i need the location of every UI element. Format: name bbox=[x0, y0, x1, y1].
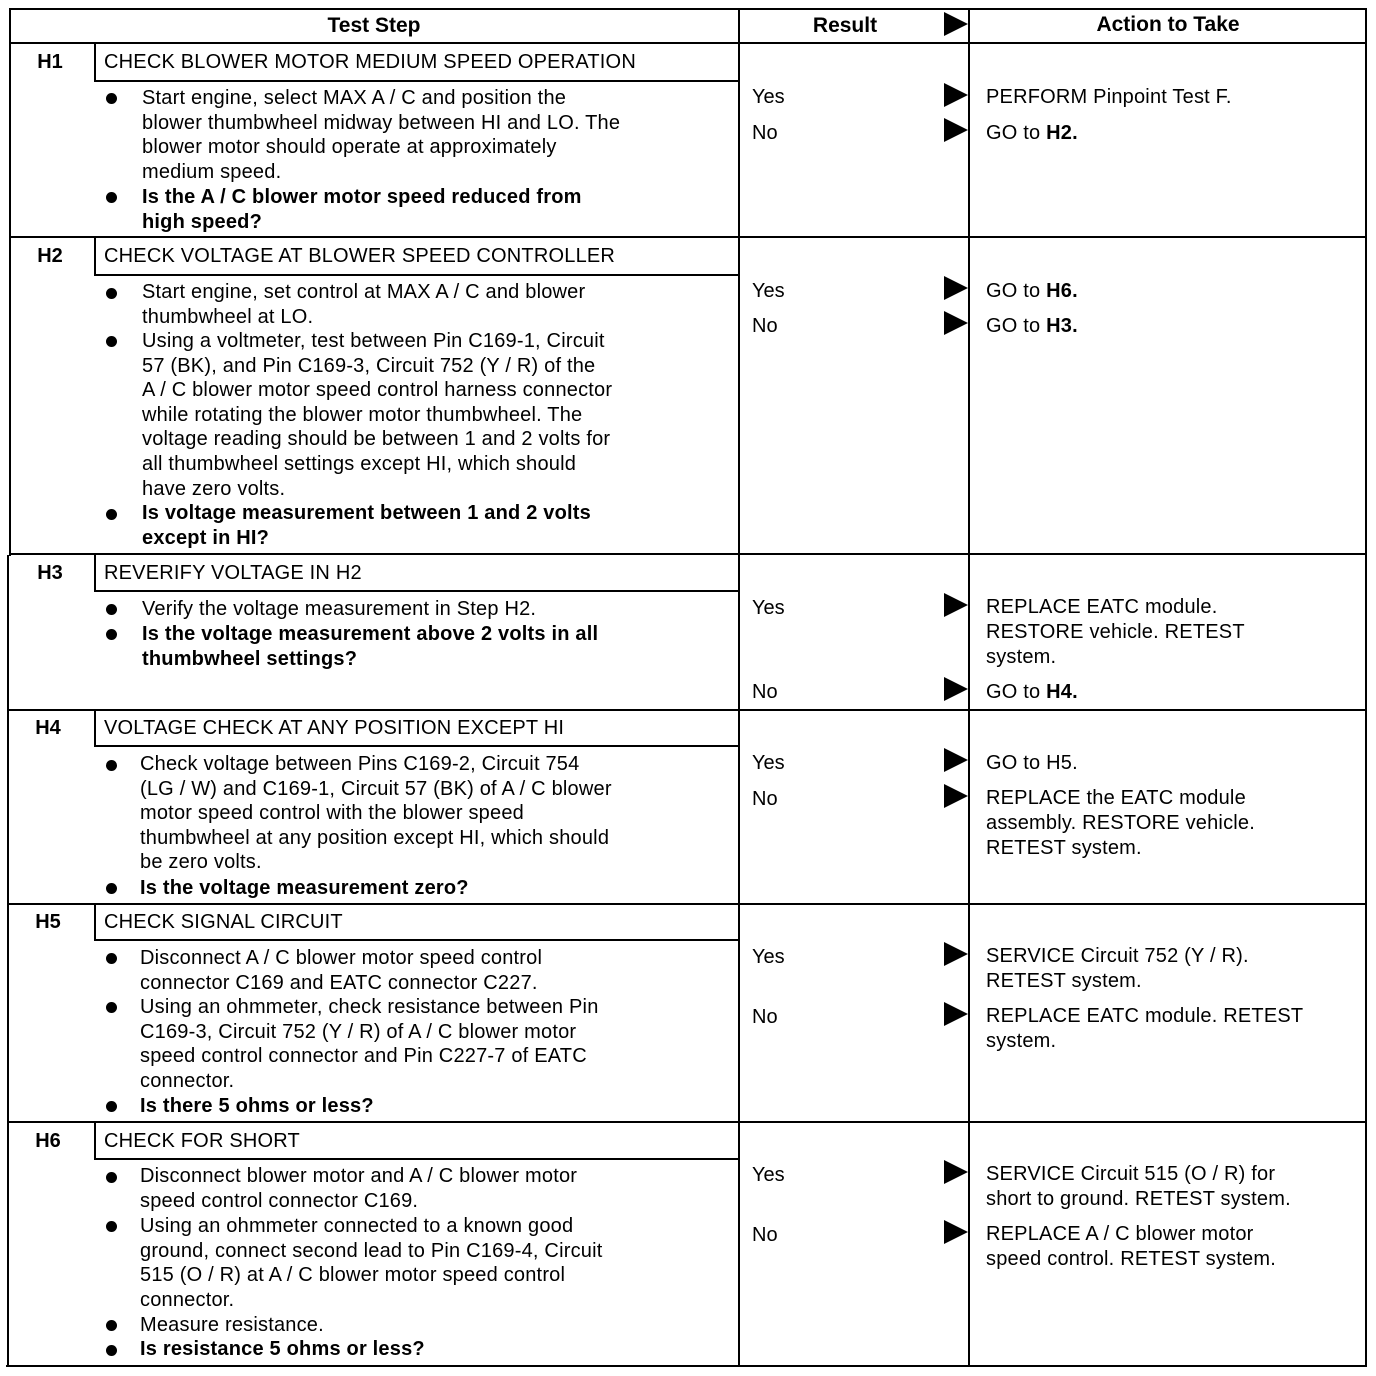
arrow-icon bbox=[944, 748, 968, 772]
action-yes-h4: GO to H5. bbox=[986, 752, 1078, 774]
code-divider bbox=[94, 1121, 96, 1160]
column-divider-result bbox=[738, 8, 740, 1367]
action-yes-h5: SERVICE Circuit 752 (Y / R). RETEST system. bbox=[986, 945, 1249, 992]
result-no-h3: No bbox=[752, 681, 778, 703]
result-no-h1: No bbox=[752, 122, 778, 144]
title-underline bbox=[95, 939, 740, 941]
table-border-bottom bbox=[6, 1365, 1367, 1367]
result-yes-h2: Yes bbox=[752, 280, 785, 302]
step-title-h5: CHECK SIGNAL CIRCUIT bbox=[104, 911, 343, 933]
step-divider bbox=[7, 709, 1367, 711]
step-h6-bullet-3: Measure resistance. bbox=[140, 1314, 324, 1336]
bullet-icon bbox=[104, 187, 120, 203]
result-yes-h5: Yes bbox=[752, 946, 785, 968]
step-h3-bullet-1: Verify the voltage measurement in Step H2. bbox=[142, 598, 537, 620]
table-border-left bbox=[7, 555, 9, 1367]
table-border-right bbox=[1365, 8, 1367, 1367]
step-divider bbox=[7, 903, 1367, 905]
bullet-icon bbox=[104, 504, 120, 520]
arrow-icon bbox=[944, 1002, 968, 1026]
arrow-icon bbox=[944, 593, 968, 617]
code-divider bbox=[94, 236, 96, 276]
title-underline bbox=[95, 80, 740, 82]
step-title-h3: REVERIFY VOLTAGE IN H2 bbox=[104, 562, 362, 584]
table-border-top bbox=[9, 8, 1367, 10]
arrow-icon bbox=[944, 276, 968, 300]
action-no-h2: GO to H3. bbox=[986, 315, 1078, 337]
step-h6-bullet-2: Using an ohmmeter connected to a known good ground, connect second lead to Pin C169-4, Circuit 515 (O / R) at A / C blower motor speed control connector. bbox=[140, 1215, 603, 1311]
result-yes-h6: Yes bbox=[752, 1164, 785, 1186]
step-divider bbox=[7, 1121, 1367, 1123]
header-test-step: Test Step bbox=[327, 14, 421, 37]
step-h2-bullet-1: Start engine, set control at MAX A / C and blower thumbwheel at LO. bbox=[142, 281, 586, 328]
action-yes-h6: SERVICE Circuit 515 (O / R) for short to ground. RETEST system. bbox=[986, 1163, 1291, 1210]
action-yes-h1: PERFORM Pinpoint Test F. bbox=[986, 86, 1232, 108]
action-no-h1: GO to H2. bbox=[986, 122, 1078, 144]
bullet-icon bbox=[104, 1096, 120, 1112]
result-no-h6: No bbox=[752, 1224, 778, 1246]
step-code-h5: H5 bbox=[35, 911, 61, 933]
arrow-icon bbox=[944, 1160, 968, 1184]
step-h1-question: Is the A / C blower motor speed reduced from high speed? bbox=[142, 186, 582, 233]
action-no-h5: REPLACE EATC module. RETEST system. bbox=[986, 1005, 1304, 1052]
step-title-h1: CHECK BLOWER MOTOR MEDIUM SPEED OPERATION bbox=[104, 51, 636, 73]
step-h1-bullet-1: Start engine, select MAX A / C and position the blower thumbwheel midway between HI and LO. The blower motor should operate at approximately medium speed. bbox=[142, 87, 621, 183]
title-underline bbox=[95, 1158, 740, 1160]
arrow-icon bbox=[944, 311, 968, 335]
title-underline bbox=[95, 274, 740, 276]
code-divider bbox=[94, 553, 96, 592]
arrow-icon bbox=[944, 784, 968, 808]
bullet-icon bbox=[104, 1340, 120, 1356]
code-divider bbox=[94, 42, 96, 82]
header-divider bbox=[9, 42, 1367, 44]
column-divider-action bbox=[968, 8, 970, 1367]
action-yes-h2: GO to H6. bbox=[986, 280, 1078, 302]
bullet-icon bbox=[104, 88, 120, 104]
header-arrow-icon bbox=[944, 12, 968, 36]
bullet-icon bbox=[104, 331, 120, 347]
step-title-h6: CHECK FOR SHORT bbox=[104, 1130, 300, 1152]
action-no-h6: REPLACE A / C blower motor speed control. RETEST system. bbox=[986, 1223, 1276, 1270]
step-h3-question: Is the voltage measurement above 2 volts in all thumbwheel settings? bbox=[142, 623, 599, 670]
action-no-h4: REPLACE the EATC module assembly. RESTORE vehicle. RETEST system. bbox=[986, 787, 1255, 859]
step-h6-bullet-1: Disconnect blower motor and A / C blower motor speed control connector C169. bbox=[140, 1165, 578, 1212]
result-no-h5: No bbox=[752, 1006, 778, 1028]
bullet-icon bbox=[104, 1167, 120, 1183]
bullet-icon bbox=[104, 1315, 120, 1331]
bullet-icon bbox=[104, 1216, 120, 1232]
bullet-icon bbox=[104, 948, 120, 964]
arrow-icon bbox=[944, 118, 968, 142]
arrow-icon bbox=[944, 83, 968, 107]
title-underline bbox=[95, 745, 740, 747]
step-divider bbox=[9, 236, 1367, 238]
header-result: Result bbox=[812, 14, 878, 37]
result-yes-h1: Yes bbox=[752, 86, 785, 108]
step-h6-question: Is resistance 5 ohms or less? bbox=[140, 1338, 425, 1360]
step-title-h2: CHECK VOLTAGE AT BLOWER SPEED CONTROLLER bbox=[104, 245, 616, 267]
step-h2-question: Is voltage measurement between 1 and 2 volts except in HI? bbox=[142, 502, 591, 549]
code-divider bbox=[94, 903, 96, 941]
result-no-h4: No bbox=[752, 788, 778, 810]
result-yes-h3: Yes bbox=[752, 597, 785, 619]
header-action: Action to Take bbox=[1096, 13, 1240, 36]
step-h5-bullet-2: Using an ohmmeter, check resistance between Pin C169-3, Circuit 752 (Y / R) of A / C blower motor speed control connector and Pin C227-7 of EATC connector. bbox=[140, 996, 599, 1092]
result-no-h2: No bbox=[752, 315, 778, 337]
arrow-icon bbox=[944, 1220, 968, 1244]
result-yes-h4: Yes bbox=[752, 752, 785, 774]
code-divider bbox=[94, 709, 96, 747]
bullet-icon bbox=[104, 624, 120, 640]
step-code-h1: H1 bbox=[37, 51, 63, 73]
title-underline bbox=[95, 590, 740, 592]
action-no-h3: GO to H4. bbox=[986, 681, 1078, 703]
bullet-icon bbox=[104, 283, 120, 299]
step-h4-bullet-1: Check voltage between Pins C169-2, Circuit 754 (LG / W) and C169-1, Circuit 57 (BK) of A / C blower motor speed control with the blower speed thumbwheel at any position except HI, which should be zero volts. bbox=[140, 753, 612, 874]
bullet-icon bbox=[104, 599, 120, 615]
bullet-icon bbox=[104, 997, 120, 1013]
step-h5-bullet-1: Disconnect A / C blower motor speed control connector C169 and EATC connector C227. bbox=[140, 947, 543, 994]
step-code-h2: H2 bbox=[37, 245, 63, 267]
step-code-h3: H3 bbox=[37, 562, 63, 584]
bullet-icon bbox=[104, 755, 120, 771]
step-h5-question: Is there 5 ohms or less? bbox=[140, 1095, 374, 1117]
step-h2-bullet-2: Using a voltmeter, test between Pin C169-1, Circuit 57 (BK), and Pin C169-3, Circuit 752 (Y / R) of the A / C blower motor speed control harness connector while rotating the blower motor thumbwheel. The voltage reading should be between 1 and 2 volts for all thumbwheel settings except HI, which should have zero volts. bbox=[142, 330, 613, 500]
step-title-h4: VOLTAGE CHECK AT ANY POSITION EXCEPT HI bbox=[104, 717, 565, 739]
table-border-left bbox=[9, 8, 11, 556]
step-h4-question: Is the voltage measurement zero? bbox=[140, 877, 469, 899]
bullet-icon bbox=[104, 878, 120, 894]
step-code-h4: H4 bbox=[35, 717, 61, 739]
step-code-h6: H6 bbox=[35, 1130, 61, 1152]
arrow-icon bbox=[944, 942, 968, 966]
action-yes-h3: REPLACE EATC module. RESTORE vehicle. RETEST system. bbox=[986, 596, 1245, 668]
arrow-icon bbox=[944, 677, 968, 701]
step-divider bbox=[9, 553, 1367, 555]
